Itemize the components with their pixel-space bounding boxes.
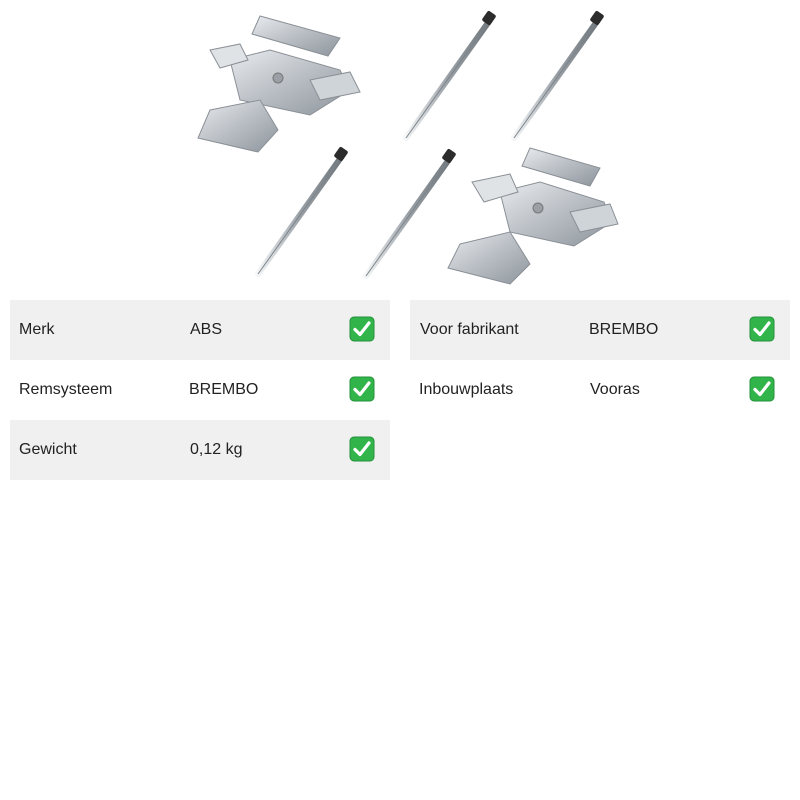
brake-clip-2 (448, 148, 618, 284)
check-icon (749, 316, 775, 342)
spec-label: Voor fabrikant (420, 321, 519, 338)
guide-pin-2 (514, 10, 605, 138)
spec-value: BREMBO (189, 381, 259, 398)
spec-row-inbouwplaats (410, 360, 790, 420)
check-icon (749, 376, 775, 402)
spec-value: Vooras (590, 381, 640, 398)
guide-pin-3 (258, 146, 349, 274)
spec-row-merk (10, 300, 390, 360)
spec-label: Remsysteem (19, 381, 113, 398)
product-image (180, 0, 620, 292)
spec-label: Gewicht (19, 441, 77, 458)
spec-label: Inbouwplaats (419, 381, 514, 398)
spec-row-remsysteem (10, 360, 390, 420)
spec-table-left (10, 300, 390, 480)
check-icon (349, 376, 375, 402)
spec-value: ABS (190, 321, 223, 338)
guide-pin-1 (406, 10, 497, 138)
spec-label: Merk (19, 321, 55, 338)
spec-row-gewicht (10, 420, 390, 480)
spec-value: BREMBO (589, 321, 659, 338)
spec-value: 0,12 kg (190, 441, 243, 458)
spec-row-voor-fabrikant (410, 300, 790, 360)
brake-clip-1 (198, 16, 360, 152)
check-icon (349, 316, 375, 342)
spec-table-right (410, 300, 790, 420)
guide-pin-4 (366, 148, 457, 276)
check-icon (349, 436, 375, 462)
